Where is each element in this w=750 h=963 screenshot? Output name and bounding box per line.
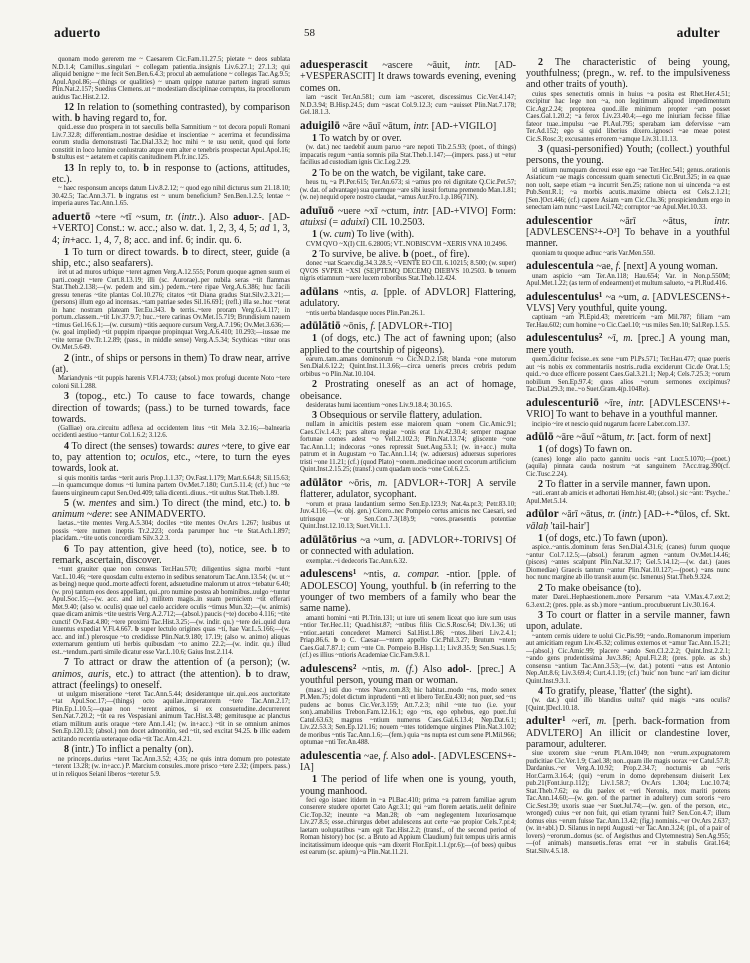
- entry-headword: aduesperascit ~ascere ~āuit, intr. [AD-+VESPERASCIT] It draws towards evening, evening comes on.: [300, 59, 516, 94]
- quotation-block: donec ~uat Scaev.dig.34.3.28.5; ~VENTE EO CIL 6.10215; 8.500; (w. super) QVOS SVPER ~XSI ⟨SE⟩PTEMQ DECEMQ DIEBVS 10.2503. b tenuem nigris etiamnum ~uere lucem roboribus Stat.Theb.12.424.: [300, 260, 516, 283]
- quotation-block: (Galliae) ora..circuitu adflexa ad occidentem litus ~tit Mela 3.2.16;—balnearia occidenti aestiuo ~tantur Col.1.6.2; 3.12.6.: [52, 424, 290, 440]
- sense-definition: 7 To attract or draw the attention of (a person); (w. animos, auris, etc.) to attract (the attention). b to draw, attract (feelings) to oneself.: [52, 657, 290, 691]
- quotation-block: desideratas humi iacentium ~ones Liv.9.18.4; 30.16.5.: [306, 401, 453, 409]
- sense-definition: 4 To direct (the senses) towards: aures ~tere, to give ear to, pay attention to; oculos, etc., ~tere, to turn the eyes towards, look at.: [52, 440, 290, 475]
- quotation-block: cuius spes senectutis omnis in huius ~a posita est Rhet.Her.4.51; excipitur hac lege non ~a, non legitimum aliquod impedimentum Cic.Agr.2.24; propterea quod..ille minimum propter ~am posset Caes.Gal.1.20.2; ~a ferox Liv.23.40.4;—ego me iniuriam fecisse filiae fateor tuae..impulsu ~ae Pl.Aul.795; sperabam iam defervisse ~am Ter.Ad.152; ego si quid liberius dixero..ignosci ~ae meae potest Cic.S.Rosc.3; excusantes errorem ~amque Liv.31.11.13.: [526, 90, 730, 143]
- sense-definition: 4 To gratify, please, 'flatter' (the sight).: [538, 686, 693, 698]
- entry-headword: adulescentior ~ārī ~ātus, intr. [ADVLESCENS²+-O³] To behave in a youthful manner.: [526, 214, 730, 250]
- sense-definition: 8 (intr.) To inflict a penalty (on).: [64, 744, 194, 756]
- quotation-block: heus tu, ~a Pl.Per.615; Ter.An.673; si ~amus pro rei dignitate Q.Cic.Pet.57; (w. dat. of advantage) sua quemque ~are sibi iussit fortuna premendo Man.1.81; (w. ne) nequid opere nostro claudat, ~amus Aur.Fro.1.p.186(71N).: [300, 179, 516, 202]
- quotation-block: iam ~ascit Ter.An.581; cum iam ~asceret, discessimus Cic.Ver.4.147; N.D.3.94; B.Hisp.24.5; dum ~ascat Col.9.12.3; cum ~auisset Plin.Nat.7.178; Gel.18.1.3.: [300, 94, 516, 117]
- quotation-block: ne princeps..durius ~teret Tac.Ann.3.52; 4.35; ne quis intra domum pro potestate ~terent 13.28; (w. in+acc.) P. Marcium consules..more prisco ~tere 2.32; (impers. pass.) ut in reliquos Seiani liberos ~teretur 5.9.: [52, 755, 290, 778]
- sense-definition: 3 (quasi-personified) Youth; (collect.) youthful persons, the young.: [526, 144, 730, 167]
- sense-definition: 2 The characteristic of being young, youthfulness; (pregn., w. ref. to the impulsiveness and other traits of youth).: [526, 57, 730, 91]
- sense-definition: 2 To survive, be alive. b (poet., of fire).: [312, 249, 470, 261]
- sense-definition: 1 To turn or direct towards. b to direct, steer, guide (a ship, etc.; also seafarers).: [52, 247, 290, 270]
- quotation-block: amanti homini ~nti Pl.Trin.131; ut iure uti senem liceat quo iure sum usus ~ntior Ter.Hec.11; Quad.hist.87; ~ntibus filiis Cic.S.Rosc.64; Div.1.36; uti ~ntior..aetati concederet Mamerci Sal.Hist.1.86; ~ntes..liberi Liv.2.4.1; Priap.86.6. b o C. Caesar—~ntem appello Cic.Phil.3.27; Brutum ~ntem Caes.Gal.7.87.1; cum ~nte Cn. Pompeio B.Hisp.1.1; Liv.8.35.9; Sen.Suas.1.5; (cf.) es illius ~ntioris Academiae Cic.Fam.9.8.1.: [300, 614, 516, 660]
- text-columns: [52, 56, 730, 961]
- quotation-block: quoniam tu quoque adhuc ~aris Var.Men.550.: [532, 249, 655, 257]
- entry-headword: adūlātōrius ~a ~um, a. [ADVLOR+-TORIVS] Of or connected with adulation.: [300, 533, 516, 558]
- sense-definition: 13 In reply to, to. b in response to (actions, attitudes, etc.).: [52, 162, 290, 186]
- quotation-block: exemplar..~i dedecoris Tac.Ann.6.32.: [306, 557, 408, 565]
- quotation-block: (w. dat.) quid illo blandius uultu? quid magis ~ans oculis? [Quint.]Decl.10.18.: [526, 697, 730, 712]
- quotation-block: ~ntis uerba blandasque uoces Plin.Pan.26.1.: [306, 309, 425, 317]
- running-header: [52, 25, 720, 43]
- entry-headword: aduīuō ~uere ~xī ~ctum, intr. [AD-+VIVO] Form: atuixsi (= aduixi) CIL 10.2503.: [300, 204, 516, 228]
- quotation-block: laetas..~tite mentes Verg.A.5.304; dociles ~tite mentes Ov.Ars 1.267; lusibus ut possis ~tere numen ineptis Tr.2.223; corda parumper huc ~te Stat.Ach.1.897; placidam..~tite uotis concordiam Silv.3.2.3.: [52, 520, 290, 543]
- sense-definition: 1 (of dogs, etc.) The act of fawning upon; (also applied to the courtship of pigeons).: [300, 333, 516, 356]
- quotation-block: iret ut ad muros urbique ~teret agmen Verg.A.12.555; Porum quoque agmen suum ei parti..coegit ~tere Curt.8.13.19; illi (sc. Aurorae)..per nubila seras ~tit flammas Stat.Theb.2.138;—(w. pedem and sim.) pedem..~tere ripae Verg.A.6.386; huc facili gressu teneras ~tite plantas Col.10.276; citatos ~tit Diana gradus Stat.Silv.2.3.21;—(persons) illum ego ad incensas..~tam patriae sedes Sil.16.691; (refl.) illa se..huc ~terat in hanc nostram plateam Ter.Eu.343. b terris..~tere proram Verg.G.4.117; in portum..classem..~tit Liv.37.9.7; huc..~tere carinas Ov.Met.15.719; Brundisium nauem ~timus Gel.16.6.1;—(w. cursum) ~titis aequore cursum Verg.A.7.196; Ov.Met.3.636;—(w. goal implied) ~tit puppim ripaeque propinquat Verg.A.6.410; 10.293;—iussae me ~tite terrae Ov.Tr.1.2.89; (pass., in middle sense) Verg.A.5.34; Scythicas ~titur oras Ov.Met.5.649.: [52, 269, 290, 352]
- entry-headword: adūlātiō ~ōnis, f. [ADVLOR+-TIO]: [300, 320, 453, 333]
- entry-headword: adulescentia ~ae, f. Also adol-. [ADVLESCENS+-IA]: [300, 749, 516, 773]
- column-1: [52, 56, 290, 961]
- quotation-block: id uitium numquam decreui esse ego ~ae Ter.Hec.541; genus..orationis Asiaticum ~ae magis concessum quam senectuti Cic.Brut.325; in ea quae non uolt, saepe etiam ~a incurrit Sen.25; ratione non ui uincenda ~a est Pub.Sent.R.1; ~a morbis acutis..maxime obiecta est Cels.2.1.21; [Sen.]Oct.446; (cf.) capere Asiam ~am Cic.Clu.36; prospiciendum ergo in senectam iam nunc ~aest Lucil.742; corruptor ~ae Apul.Met.10.33.: [526, 166, 730, 212]
- sense-definition: 12 In relation to (something contrasted), by comparison with. b having regard to, for.: [52, 102, 290, 125]
- quotation-block: si quis monitis tardas ~terit auris Prop.1.1.37; Ov.Fast.1.179; Mart.6.64.8; Sil.15.63;—in quamcumque domus ~ti lumina partem Ov.Met.7.180; Curt.5.11.4; (cf.) huc ~te fauens uirgineum caput Sen.Oed.409; talia dicenti..diuus..~tit uultus Stat.Theb.1.89.: [52, 474, 290, 497]
- sense-definition: 3 (topog., etc.) To cause to face towards, change direction of towards; (pass.) to be turned towards, face towards.: [52, 391, 290, 425]
- sense-definition: 2 To flatter in a servile manner, fawn upon.: [538, 479, 711, 491]
- quotation-block: quem..dicitur fecisse..ex sene ~um Pl.Ps.571; Ter.Hau.477; quae pueris aut ~is nobis ex commentariis nostris..rudia exciderunt Cic.de Orat.1.5; quid..~o duce efficere possent Caes.Gal.3.21.1; Nep.4; Cels.7.25.3; ~orum nobilium Sen.Ep.97.4; quos alios ~orum sermones excipimus? Tac.Dial.29.3; me..~o Suet.Gram.4(p.104Re).: [526, 356, 730, 394]
- sense-definition: 6 To pay attention, give heed (to), notice, see. b to remark, ascertain, discover.: [52, 543, 290, 567]
- guide-word-right: adulter: [676, 25, 720, 40]
- sense-definition: 3 To court or flatter in a servile manner, fawn upon, adulate.: [526, 610, 730, 633]
- sense-definition: 1 The period of life when one is young, youth, young manhood.: [300, 774, 516, 797]
- quotation-block: (masc.) isti duo ~ntes Naev.com.83; hic habitat..modo ~ns, modo senex Pl.Men.75; dolet dictum inprudenti ~nti et libero Ter.Eu.430; non puer, sed ~ns pudens ac bonus Cic.Ver.3.159; Att.7.2.3; nihil ~nte tuo (i.e. your son)..amabilius Trebon.Fam.12.16.1; ego ~ns, ego ephebus, ego puer..fui Catul.63.63; magnus ~ntium numerus Caes.Gal.6.13.4; Nep.Dat.6.1; Liv.22.53.3; Sen.Ep.121.16; nouem ~ntes totidemque uirgines Plin.Nat.3.102; de moribus ~ntis Tac.Ann.1.6;—(fem.) quia ~ns nupta est cum sene Pl.Mil.966; optumae ~nti Ter.An.488.: [300, 686, 516, 747]
- quotation-block: Mariandynis ~tit puppis harenis V.Fl.4.733; (absol.) mox profugi ducente Noto ~tere coloni Sil.1.288.: [52, 375, 290, 390]
- quotation-block: ~antem cernis uidere te uolui Cic.Pis.99; ~ando..Romanorum imperium aut amicitiam regum Liv.45.32; colimus externos et ~amur Tac.Ann.15.21;—(absol.) Cic.Amic.99; placere ~ando Sen.Cl.2.2.2; Quint.Inst.2.2.1; ~ando gens prudentissima Juv.3.86; Apul.Fl.2.8; (pres. pple. as sb.) consensu ~antium Tac.Ann.3.53;—(w. dat.) potenti ~atus est Antonio Nep.Att.8.6; Liv.3.69.4; Curt.4.1.19; (cf.) 'huic' non 'hunc ~ari' iam dicitur Quint.Inst.9.3.1.: [526, 632, 730, 685]
- quotation-block: ~tunt grauiter quae non censeas Ter.Hau.570; diligentius signa morbi ~tunt Var.L.10.46; ~tere quosdam cultu externo in sedibus senatorum Tac.Ann.13.54; (w. ut ~ as being) neque quod..morte adfecti forent, adsuetudine malorum ut atrox ~tebatur 6.40; (w. pro) tantum eos deos appellant, qui..pro numine postea ab hominibus..uulgo ~tuntur Apul.Soc.15;—(w. acc. and inf.) militem magis..in suam perniciem ~tit efferari Met.9.40; (also w. oculis) quae uel caelo accidere oculis ~timus Mun.32;—(w. animis) quae dicam animis ~tite uestris Verg.A.2.712;—(absol.) paucis (~te) docebo 4.116; ~tite cuncti! Ov.Fast.4.80; ~tere proximi Tac.Hist.3.25;—(w. indir. qu.) ~tere dei..quid dura iuuentus expediat V.Fl.4.667. b super lectulo origines quas ~ti, hae Var.L.5.166;—(w. acc. and inf.) plerosque ~to credidisse Plin.Nat.9.180; 17.19; (also w. animo) aliquas externarum gentium uti herbis quibusdam ~to animo 22.2;—(w. indir. qu.) illud est..~tendum..parti simile dicatur esse Var.L.10.6; Gaius Inst.2.114.: [52, 566, 290, 656]
- quotation-block: ~ati..erant ab amicis et adhortati Hem.hist.40; (absol.) sic ~ant: 'Psyche..' Apul.Met.5.14.: [526, 490, 730, 505]
- page-number: 58: [304, 27, 315, 39]
- entry-headword: adulter¹ ~erī, m. [perh. back-formation from ADVLTERO] An illicit or clandestine lover, paramour, adulterer.: [526, 715, 730, 751]
- entry-headword: adulescens² ~ntis, m. (f.) Also adol-. [prec.] A youthful person, young man or woman.: [300, 662, 516, 687]
- quotation-block: (w. dat.) nec taedebit auum paruo ~are nepoti Tib.2.5.93; (poet., of things) impacatis regum ~antia somnis pila Stat.Theb.1.147;—(impers. pass.) ut ~etur facilius ad custodiam ignis Cic.Leg.2.29.: [300, 144, 516, 167]
- quotation-block: unam aspicio ~am Ter.An.118; Hau.654; Var. in Non.p.550M; Apul.Met.1.22; (as term of endearment) et multum salueto, ~a Pl.Rud.416.: [526, 272, 730, 288]
- entry-headword: adūlans ~ntis, a. [pple. of ADVLOR] Flattering, adulatory.: [300, 285, 516, 310]
- sense-definition: 1 (of dogs) To fawn on.: [538, 444, 633, 456]
- quotation-block: captiuam ~am Pl.Epid.43; meretricem ~am Mil.787; filiam ~am Ter.Hau.602; cum homine ~o Cic.Cael.10; ~us miles Sen.10; Sal.Rep.1.5.5.: [526, 314, 730, 329]
- quotation-block: quid..esse duo prospera in tot saeculis bella Samnitium ~ tot decora populi Romani Liv.7.32.8; differentiam..nostrae desidiae et inscientiae ~ acerrima et fecundissima eorum studia demonstrasti Tac.Dial.33.2; hoc mihi ~ te usu uenit, quod qui forte constitit in loco lumine conlustrato atque eum alter e tenebris prospectat Apul.Apol.16; b stultus est ~ aetatem et capitis canitudinem Pl.fr.inc.125.: [52, 124, 290, 162]
- sense-definition: 1 To watch by or over.: [312, 133, 402, 145]
- quotation-block: ~orum et praua laudantium sermo Sen.Ep.123.9; Nat.4a.pr.3; Petr.83.10; Juv.4.116;—(w. obj. gen.) Cicero..nec Pompeio certus amicus nec Caesari, sed utriusque ~or Sen.Con.7.3(18).9; ~ores..praesentis potentiae Quint.Inst.12.10.13; Suet.Vit.1.1.: [300, 500, 516, 531]
- entry-headword: adulescentulus² ~ī, m. [prec.] A young man, mere youth.: [526, 332, 730, 356]
- sense-definition: 2 (intr., of ships or persons in them) To draw near, arrive (at).: [52, 352, 290, 376]
- entry-headword: adulescenturiō ~īre, intr. [ADVLESCENS¹+-VRIO] To want to behave in a youthful manner.: [526, 396, 730, 421]
- sense-definition: 1 (w. cum) To live (with).: [312, 229, 415, 241]
- guide-word-left: aduerto: [54, 25, 101, 40]
- entry-headword: adulescens¹ ~ntis, a. compar. -ntior. [pple. of ADOLESCO] Young, youthful. b (in referring to the younger of two members of a family who bear the same name).: [300, 568, 516, 615]
- column-3: [526, 56, 730, 961]
- quotation-block: ~ haec responsum anceps datum Liv.8.2.12; ~ quod ego nihil dicturus sum 21.18.10; 30.42.5; Tac.Ann.3.71. b ingratus est ~ unum beneficium? Sen.Ben.1.2.5; lentae ~ imperia aures Tac.Ann.1.65.: [52, 185, 290, 208]
- sense-definition: 5 (w. mentes and sim.) To direct (the mind, etc.) to. b animum ~dere: see ANIMADVERTO.: [52, 498, 290, 521]
- sense-definition: 1 (of dogs, etc.) To fawn (upon).: [538, 533, 668, 545]
- quotation-block: feci ego istaec itidem in ~a Pl.Bac.410; prima ~a patrem familiae agrum conserere studere oportet Cato Agr.3.1; qui ~am florem aetatis..uelit definire Cic.Top.32; ineunte ~a Man.28; ob ~am neglegentem luxuriosamque Liv.27.8.5; esse..chirurgus debet adulescens aut certe ~ae propior Cels.7.pr.4; laetam uoluptatibus ~am egit Tac.Hist.2.2; (transf., of the second period of Roman history) hoc (sc. a Bruto ad Appium Claudium) fuit tempus uiris armis incitatissimum ideoque quis ~am dixerit Flor.Epit.1.1.(pr.6);—(of bees) quibus est earum (sc. apium) ~a Plin.Nat.11.21.: [300, 796, 516, 857]
- quotation-block: siue uxorem siue ~erum Pl.Am.1049; non ~erum..expugnatorem pudicitiae Cic.Ver.1.9; Cael.38; non..quam ille magis uorax ~er Catul.57.8; Dardanius..~er Verg.A.10.92; Prop.2.34.7; nocturnis ab ~eris Hor.Carm.3.16.4; (qui) ~erum in domo deprehensum diuiserit Lex pub.21(Font.iur.p.112); Liv.1.58.7; Ov.Ars 1.304; Luc.10.74; Stat.Theb.7.62; ea diu paelex et ~eri Neronis, mox mariti potens Tac.Ann.14.60;—(w. gen. of the partner in adultery) cum sororis ~ero Cic.Sest.39; uxoris suae ~er Suet.Jul.74;—(w. gen. of the person, etc., wronged) cuius ~er non fuit, qui etiam tyranni fuit? Sen.Con.4.7; illum domus eius ~erum fuisse Tac.Ann.13.42; (fig.) nominis..~er Ov.Ars 2.637; (w. in+abl.) D. Silanus in nepti Augusti ~er Tac.Ann.3.24; (pl., of a pair of lovers) ~erorum..domus (sc. of Aegisthus and Clytemnestra) Sen.Ag.955;—(of animals) mansuetis..feras errat ~er in stabulis Grat.164; Stat.Silv.4.5.18.: [526, 750, 730, 855]
- quotation-block: earum..tam..amans dominorum ~o Cic.N.D.2.158; blanda ~one mutorum Sen.Dial.6.12.2; Quint.Inst.11.3.66;—circa ueneris preces crebris pedum orbibus ~o Plin.Nat.10.104.: [300, 355, 516, 378]
- entry-headword: adūlō ~āre ~āuī ~ātum, tr. [act. form of next]: [526, 431, 711, 444]
- entry-headword: adulescentulus¹ ~a ~um, a. [ADVLESCENS+-VLVS] Very youthful, quite young.: [526, 290, 730, 315]
- entry-headword: adulescentula ~ae, f. [next] A young woman.: [526, 260, 718, 273]
- quotation-block: mater Darei..Hephaestionem..more Persarum ~ata V.Max.4.7.ext.2; 6.3.ext.2; (pres. pple. as sb.) more ~antium..procubuerunt Liv.30.16.4.: [526, 594, 730, 609]
- entry-headword: adūlor ~ārī ~ātus, tr. (intr.) [AD-+-*ūlos, cf. Skt. vālaḥ 'tail-hair']: [526, 508, 730, 532]
- quotation-block: nullam in amicitiis pestem esse maiorem quam ~onem Cic.Amic.91; Caes.Civ.1.4.3; pars altera regiae ~onis erat Liv.42.30.4; semper magnae fortunae comes adest ~o Vell.2.102.3; Plin.Nat.13.74; gliscente ~one Tac.Ann.1.1; indecoras ~ones repressit Suet.Aug.53.1; (w. in+acc.) multa patrum et in Augustam ~o Tac.Ann.1.14; (w. aduersus) aduersus superiores tristi ~one 11.21; (cf.) (quod Plato) ~onem..medicinae uocet cocorum artificium Quint.Inst.2.15.25; (transf.) cum quadam uocis ~one Col.6.2.5.: [300, 421, 516, 474]
- quotation-block: incipio ~ire et nescio quid nugarum facere Laber.com.137.: [532, 420, 690, 428]
- sense-definition: 3 Obsequious or servile flattery, adulation.: [312, 410, 483, 422]
- column-2: [300, 56, 516, 961]
- entry-headword: adūlātor ~ōris, m. [ADVLOR+-TOR] A servile flatterer, adulator, sycophant.: [300, 476, 516, 501]
- quotation-block: (canes) longe alio pacto gannitu uocis ~ant Lucr.5.1070;—(poet.) (aquila) pinnata cauda nostrum ~at sanguinem ?Acc.trag.390(cf. Cic.Tusc.2.24).: [526, 455, 730, 478]
- entry-headword: aduertō ~tere ~tī ~sum, tr. (intr..). Also aduor-. [AD-+VERTO] Const.: w. acc.; also w. dat. 1, 2, 3, 4, 5; ad 1, 3, 4; in+acc. 1, 4, 7, 8; acc. and inf. 6; indir. qu. 6.: [52, 210, 290, 246]
- quotation-block: ut uulgum miseratione ~teret Tac.Ann.5.44; desiderantque uir..qui..eos auctoritate ~tat Apul.Soc.17;—(things) octo aquilae..imperatorem ~tere Tac.Ann.2.17; Plin.Ep.1.10.5;—quae non ~terent animos, si ex consuetudine..decurrerent Sen.Nat.7.20.2; ~tit ea res Vespasiani animum Tac.Hist.3.48; gemitusque ac planctus etiam militum auris oraque ~tere Ann.1.41; (w. in+acc.) ~tit in se omnium animos Sen.Ep.120.13; (absol.) non docet admonitio, sed ~tit, sed excitat 94.25. b illic eadem actitando recentia ueteraque odia ~tit Tac.Ann.4.21.: [52, 690, 290, 743]
- sense-definition: 2 To be on the watch, be vigilant, take care.: [312, 167, 487, 179]
- sense-definition: 2 To make obeisance (to).: [538, 582, 642, 594]
- sense-definition: 2 Prostrating oneself as an act of homage, obeisance.: [300, 379, 516, 402]
- quotation-block: quonam modo gererem me ~ Caesarem Cic.Fam.11.27.5; pietate ~ deos sublata N.D.1.4; Camillus..singulari ~ collegam patientia..insignis Liv.6.27.1; 27.1.3; qui aliquid benigne ~ me fecit Sen.Ben.6.4.3; procul ab aemulatione ~ collegas Tac.Ag.9.5; Apul.Apol.86;—(things or qualities) ~ unam quippe naturae partem ingrati sumus Plin.Nat.2.157; Suedius Clemens..ut ~ modestiam disciplinae corruptus, ita procellorum auidus Tac.Hist.2.12.: [52, 56, 290, 101]
- quotation-block: aspice..~antis..dominum feras Sen.Dial.4.31.6; (canes) furum quoque ~antur Col.7.12.5;—(absol.) ferarum agmen ~antum Ov.Met.14.46; (pisces) ~antes scalpunt Plin.Nat.32.17; Gel.5.14.12;—(w. dat.) (aues Diomediae) Graecis tantum ~antur Plin.Nat.10.127;—(poet.) ~ans nunc hoc nunc margine ab illo transit auum (sc. Ismenus) Stat.Theb.9.324.: [526, 544, 730, 582]
- entry-headword: aduigilō ~āre ~āuī ~ātum, intr. [AD-+VIGILO]: [300, 119, 497, 132]
- quotation-block: CVM QVO ~X(I) CIL 6.28005; VT..NOBISCVM ~XERIS VNA 10.2496.: [306, 240, 508, 248]
